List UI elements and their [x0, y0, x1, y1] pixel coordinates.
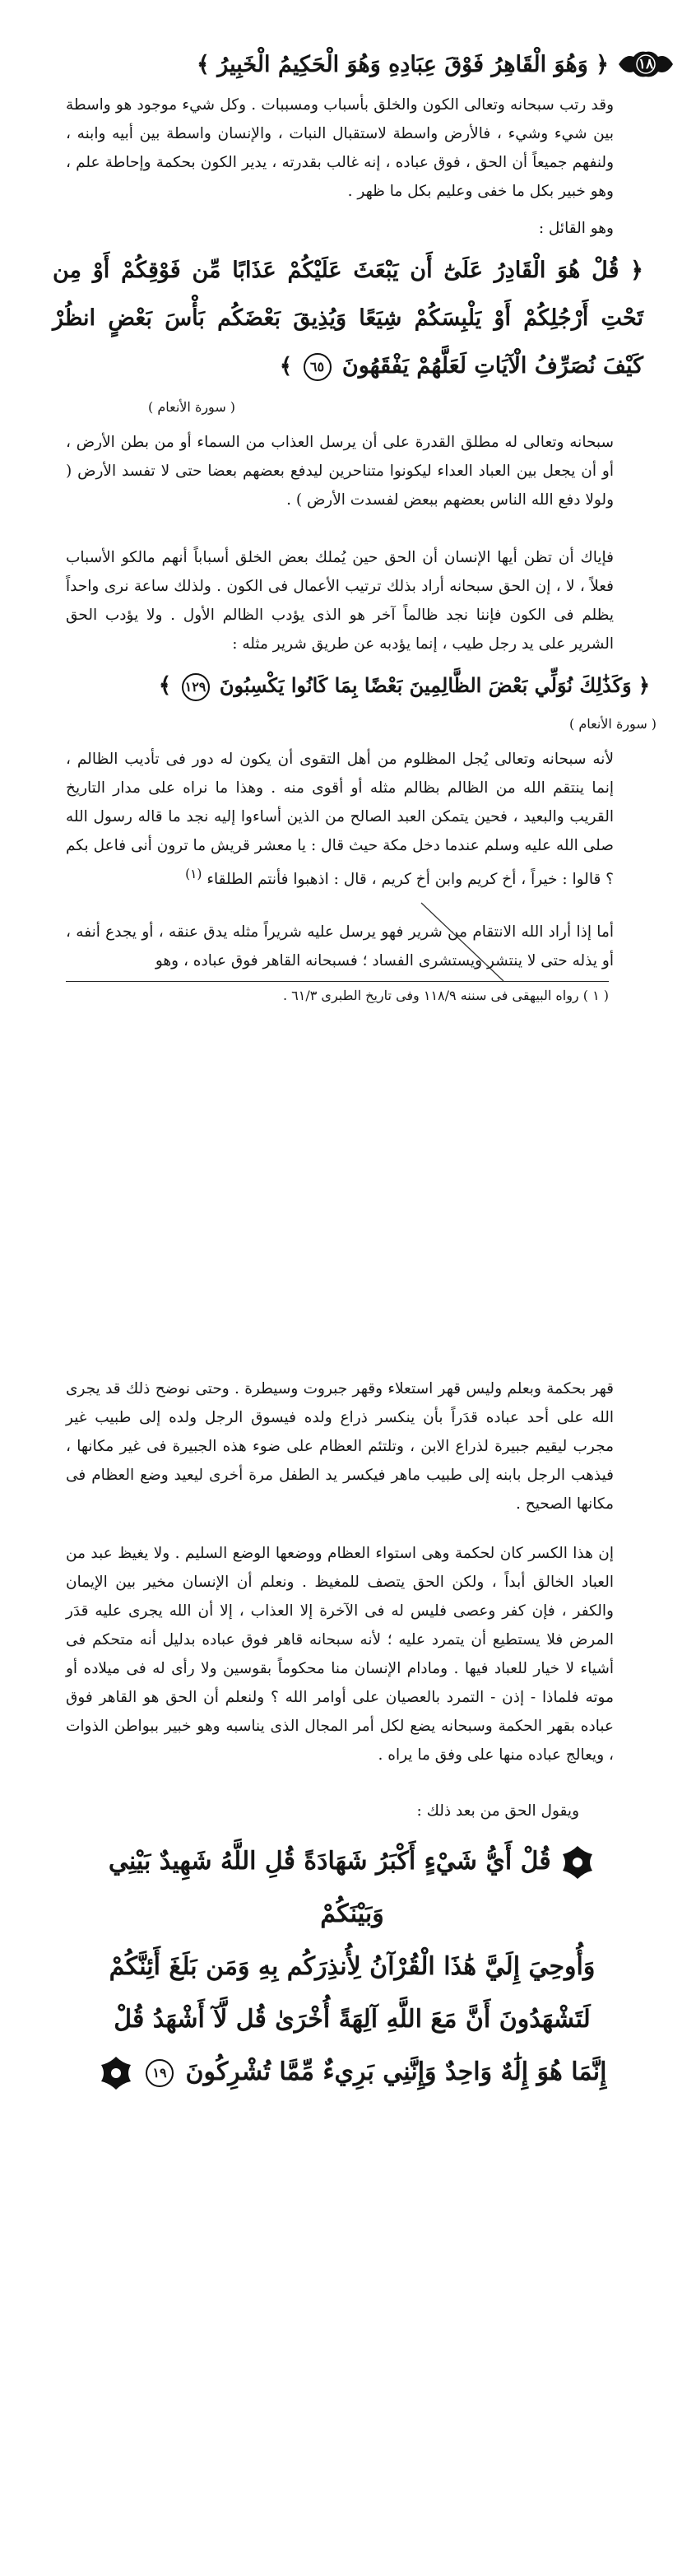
- paragraph-4-text: لأنه سبحانه وتعالى يُجل المظلوم من أهل التقوى أن يكون له دور فى تأديب الظالم ، إنما ينتقم الله من الظالم بظالم مثله أو أقوى منه . وهذا ما نراه على مدار التاريخ القريب والبعيد ، فحين يتمكن العبد الصالح من الذين أساءوا إليه نجد ما قاله رسول الله صلى الله عليه وسلم عندما دخل مكة حيث قال : يا معشر قريش ما ترون أنى فاعل بكم ؟ قالوا : خيراً ، أخ كريم وابن أخ كريم ، قال : اذهبوا فأنتم الطلقاء: [66, 751, 614, 889]
- ayah-number: ٦٥: [304, 353, 332, 381]
- verse-line-text: إِنَّمَا هُوَ إِلَٰهٌ وَاحِدٌ وَإِنَّنِي بَرِيءٌ مِّمَّا تُشْرِكُونَ: [185, 2058, 607, 2086]
- paragraph-3: فإياك أن تظن أيها الإنسان أن الحق حين يُملك بعض الخلق أسباباً أنهم مالكو الأسباب فعلاً ، لا ، إن الحق سبحانه أراد بذلك ترتيب الأعمال فى الكون . ولذلك ساعة نرى واحداً يظلم فى الكون فإننا نجد ظالماً آخر هو الذى يؤدب الظالم الأول . ولا يؤدب الحق الشرير على يد رجل طيب ، إنما يؤدبه عن طريق شرير مثله :: [66, 549, 614, 653]
- page-number: ١٨: [638, 56, 654, 72]
- quran-verse-2: [132, 665, 650, 706]
- ornament-icon: [98, 2055, 134, 2091]
- paragraph-4: [66, 745, 614, 894]
- paragraph-6: قهر بحكمة وبعلم وليس قهر استعلاء وقهر جبروت وسيطرة . وحتى نوضح ذلك قد يجرى الله على أحد عباده قدَراً بأن ينكسر ذراع ولده فيسوق الرجل ولده إلى طبيب غير مجرب ليقيم جبيرة لذراع الابن ، وتلتئم العظام على ضوء هذه الجبيرة فى غير مكانها ، فيذهب الرجل بابنه إلى طبيب ماهر فيكسر يد الطفل مرة أخرى ليعيد وضع العظام فى مكانها الصحيح .: [66, 1380, 614, 1513]
- paragraph-5: أما إذا أراد الله الانتقام من شرير فهو يرسل عليه شريراً مثله يدق عنقه ، أو يجدع أنفه ، أو يذله حتى لا ينتشر ويستشرى الفساد ؛ فسبحانه القاهر فوق عباده ، وهو: [66, 923, 614, 969]
- page-header: [82, 44, 675, 84]
- paragraph-7: إن هذا الكسر كان لحكمة وهى استواء العظام ووضعها الوضع السليم . ولا يغيظ عبد من العباد الخالق أبداً ، ولكن الحق يتصف للمغيظ . ونعلم أن الإنسان مخير بين الإيمان والكفر ، فإن كفر وعصى فليس له فى الآخرة إلا العذاب ، إلا أن الله يجرى عليه قدَر المرض فلا يستطيع أن يتمرد عليه ؛ لأنه سبحانه قاهر فوق عباده بدليل أنه متحكم فى أشياء لا خيار للعباد فيها . ومادام الإنسان منا محكوماً بقوسين ولا رأى له فى ميلاده أو موته فلماذا - إذن - التمرد بالعصيان على أوامر الله ؟ ولنعلم أن الحق هو القاهر فوق عباده بقهر الحكمة وسبحانه يضع لكل أمر المجال الذى يناسبه وهو خبير ببواطن الذوات ، ويعالج عباده منها على وفق ما يراه .: [66, 1545, 614, 1764]
- verse-line-text: قُلْ أَيُّ شَيْءٍ أَكْبَرُ شَهَادَةً قُلِ اللَّهُ شَهِيدٌ بَيْنِي وَبَيْنَكُمْ: [108, 1847, 551, 1928]
- verse-open-ornament: [559, 1844, 596, 1881]
- page-number-ornament: [617, 49, 675, 80]
- verse-text: ﴿ قُلْ هُوَ الْقَادِرُ عَلَىٰٓ أَن يَبْعَثَ عَلَيْكُمْ عَذَابًا مِّن فَوْقِكُمْ أَوْ مِن تَحْتِ أَرْجُلِكُمْ أَوْ يَلْبِسَكُمْ شِيَعًا وَيُذِيقَ بَعْضَكُم بَأْسَ بَعْضٍ انظُرْ كَيْفَ نُصَرِّفُ الْآيَاتِ لَعَلَّهُمْ يَفْقَهُونَ: [53, 258, 643, 379]
- ornament-icon: [559, 1844, 596, 1881]
- book-page-2: [0, 1259, 696, 2576]
- surah-reference: ( سورة الأنعام ): [148, 399, 236, 415]
- intro-line: ويقول الحق من بعد ذلك :: [416, 1802, 579, 1820]
- footnote: ( ١ ) رواه البيهقى فى سننه ١١٨/٩ وفى تاريخ الطبرى ٦١/٣ .: [283, 988, 609, 1003]
- ayah-number: ١٩: [146, 2059, 174, 2087]
- verse-line-2: وَأُوحِيَ إِلَيَّ هَٰذَا الْقُرْآنُ لِأُنذِرَكُم بِهِ وَمَن بَلَغَ أَئِنَّكُمْ: [109, 1952, 596, 1981]
- verse-close-bracket: ﴾: [279, 354, 293, 379]
- paragraph-2: سبحانه وتعالى له مطلق القدرة على أن يرسل العذاب من السماء أو من بطن الأرض ، أو أن يجعل بين العباد العداء ليكونوا متناحرين ليدفع بعضهم بعضا حتى لا تفسد الأرض ( ولولا دفع الله الناس بعضهم ببعض لفسدت الأرض ) .: [66, 434, 614, 509]
- footnote-divider: [66, 981, 609, 982]
- ayah-number: ١٢٩: [182, 673, 210, 701]
- verse-close-bracket: ﴾: [158, 673, 172, 698]
- quran-verse-1: [53, 247, 643, 390]
- verse-line-4: [89, 2046, 615, 2099]
- verse-line-1: [89, 1835, 615, 1941]
- verse-close-ornament: [98, 2055, 134, 2091]
- quran-verse-3: [89, 1835, 615, 2099]
- header-verse: ﴿ وَهُوَ الْقَاهِرُ فَوْقَ عِبَادِهِ وَهُوَ الْحَكِيمُ الْخَبِيرُ ﴾: [196, 51, 609, 77]
- footnote-marker: (١): [185, 867, 202, 881]
- verse-text: ﴿ وَكَذَٰلِكَ نُوَلِّي بَعْضَ الظَّالِمِينَ بَعْضًا بِمَا كَانُوا يَكْسِبُونَ: [219, 673, 650, 697]
- qaail-line: وهو القائل :: [538, 220, 614, 237]
- verse-line-3: لَتَشْهَدُونَ أَنَّ مَعَ اللَّهِ آلِهَةً أُخْرَىٰ قُل لَّآ أَشْهَدُ قُلْ: [114, 2005, 591, 2034]
- paragraph-1: وقد رتب سبحانه وتعالى الكون والخلق بأسباب ومسببات . وكل شيء موجود هو واسطة بين شيء وشيء ، فالأرض واسطة لاستقبال النبات ، والإنسان واسطة بين أبيه وابنه ، ولنفهم جميعاً أن الحق ، فوق عباده ، إنه غالب بقدرته ، يدير الكون بحكمة وإحاطة علم ، وهو خبير بكل ما خفى وعليم بكل ما ظهر .: [66, 96, 615, 200]
- surah-reference: ( سورة الأنعام ): [569, 716, 657, 732]
- book-page-1: [0, 0, 696, 1259]
